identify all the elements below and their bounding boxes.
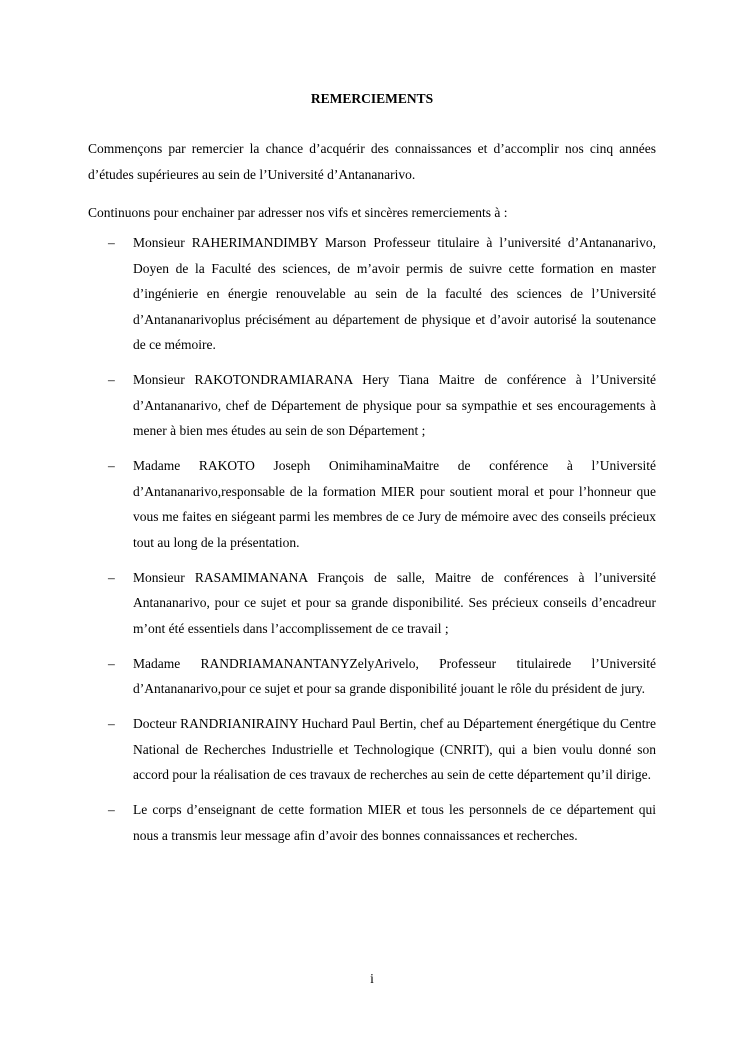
acknowledgement-list [88, 230, 656, 858]
acknowledgement-text: Madame RAKOTO Joseph OnimihaminaMaitre de conférence à l’Université d’Antananarivo,responsable de la formation MIER pour soutient moral et pour l’honneur que vous me faites en siégeant parmi les membres de ce Jury de mémoire avec des conseils précieux tout au long de la présentation. [133, 458, 656, 550]
list-item [88, 565, 656, 642]
list-item [88, 230, 656, 358]
acknowledgement-text: Docteur RANDRIANIRAINY Huchard Paul Bertin, chef au Département énergétique du Centre National de Recherches Industrielle et Technologique (CNRIT), qui a bien voulu donné son accord pour la réalisation de ces travaux de recherches au sein de cette département qu’il dirige. [133, 716, 656, 782]
list-item [88, 367, 656, 444]
list-item [88, 651, 656, 702]
acknowledgement-text: Monsieur RAKOTONDRAMIARANA Hery Tiana Maitre de conférence à l’Université d’Antananarivo, chef de Département de physique pour sa sympathie et ses encouragements à mener à bien mes études au sein de son Département ; [133, 372, 656, 438]
bullet-dash: – [108, 569, 115, 585]
bullet-dash: – [108, 235, 115, 250]
page-number: i [370, 971, 374, 986]
acknowledgement-text: Le corps d’enseignant de cette formation MIER et tous les personnels de ce département qui nous a transmis leur message afin d’avoir des bonnes connaissances et recherches. [133, 802, 656, 843]
bullet-dash: – [108, 802, 115, 817]
list-item [88, 711, 656, 788]
bullet-dash: – [108, 372, 115, 387]
page-title: REMERCIEMENTS [310, 91, 434, 106]
bullet-dash: – [108, 716, 115, 731]
bullet-dash: – [108, 458, 115, 473]
intro-paragraph: Commençons par remercier la chance d’acquérir des connaissances et d’accomplir nos cinq années d’études supérieures au sein de l’Université d’Antananarivo. [88, 141, 656, 182]
bullet-dash: – [108, 655, 115, 671]
acknowledgement-text: Madame RANDRIAMANANTANYZelyArivelo, Professeur titulairede l’Université d’Antananarivo,pour ce sujet et pour sa grande disponibilité jouant le rôle du président de jury. [133, 655, 656, 696]
list-item [88, 453, 656, 555]
acknowledgement-text: Monsieur RASAMIMANANA François de salle, Maitre de conférences à l’université Antananarivo, pour ce sujet et pour sa grande disponibilité. Ses précieux conseils d’encadreur m’ont été essentiels dans l’accomplissement de ce travail ; [133, 569, 656, 636]
list-item [88, 797, 656, 848]
acknowledgement-text: Monsieur RAHERIMANDIMBY Marson Professeur titulaire à l’université d’Antananarivo, Doyen de la Faculté des sciences, de m’avoir permis de suivre cette formation en master d’ingénierie en énergie renouvelable au sein de la faculté des sciences de l’Université d’Antananarivoplus précisément au département de physique et d’avoir autorisé la soutenance de ce mémoire. [133, 235, 656, 352]
lead-paragraph: Continuons pour enchainer par adresser nos vifs et sincères remerciements à : [88, 205, 508, 220]
